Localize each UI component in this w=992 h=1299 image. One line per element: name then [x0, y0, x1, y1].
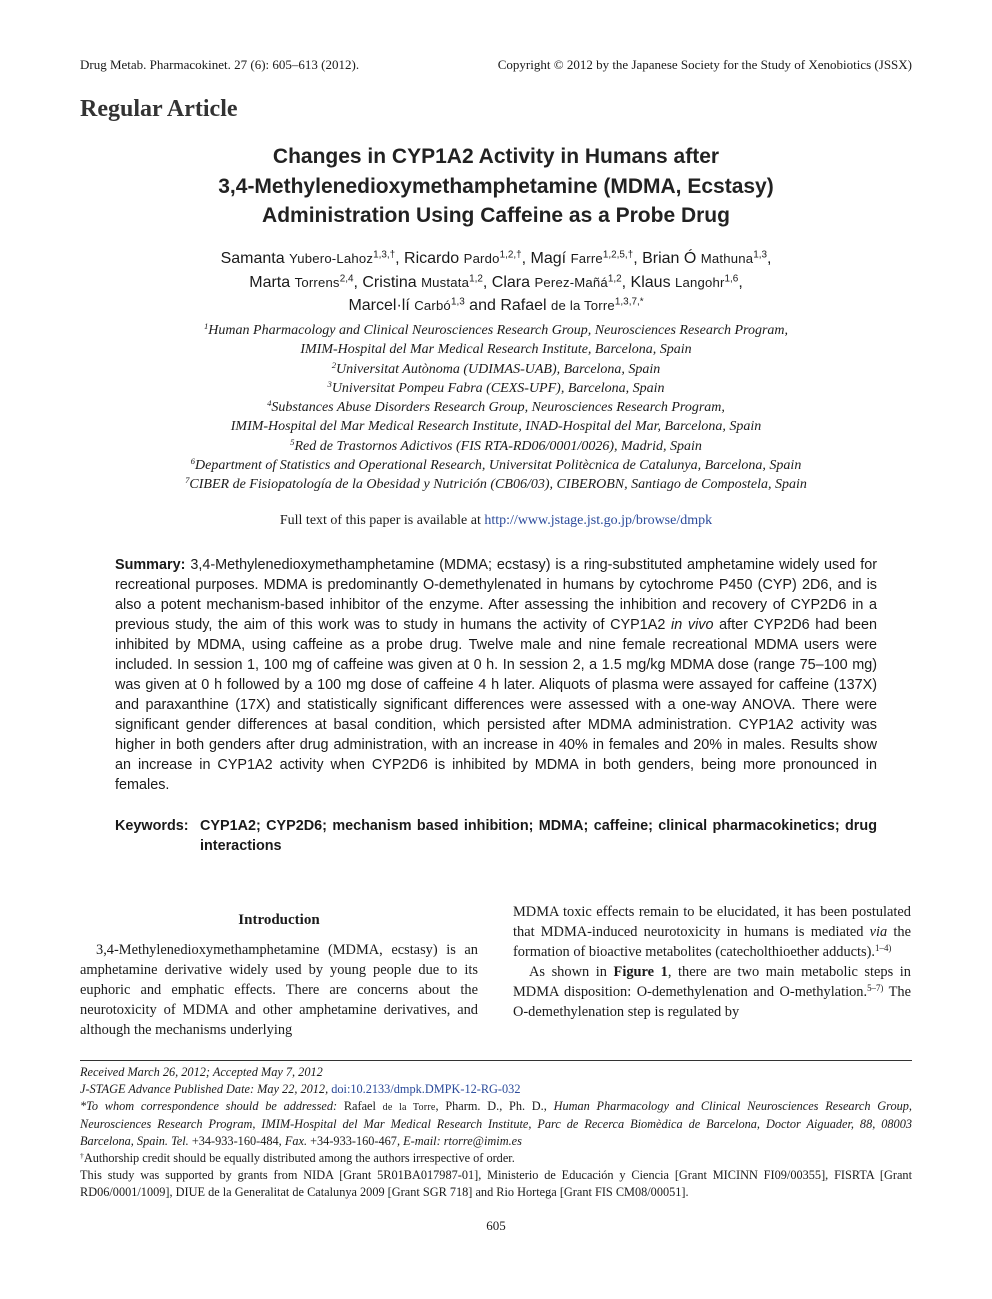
journal-citation: Drug Metab. Pharmacokinet. 27 (6): 605–613 (2012).: [80, 57, 360, 72]
affiliation: $^7$CIBER de Fisiopatología de la Obesidad y Nutrición (CB06/03), CIBEROBN, Santiago de Compostela, Spain: [185, 475, 807, 493]
author: Marta Torrens$^{2,4}$,: [249, 273, 363, 291]
affiliation: IMIM-Hospital del Mar Medical Research Institute, INAD-Hospital del Mar, Barcelona, Spain: [230, 419, 762, 435]
affiliation: $^2$Universitat Autònoma (UDIMAS-UAB), Barcelona, Spain: [331, 359, 661, 377]
affiliation: $^6$Department of Statistics and Operational Research, Universitat Politècnica de Catalunya, Barcelona, Spain: [190, 456, 802, 474]
author: Klaus Langohr$^{1,6}$,: [630, 273, 743, 291]
page-number: 605: [486, 1218, 506, 1233]
section-heading: Introduction: [238, 912, 320, 928]
affiliation-list: [80, 321, 912, 495]
summary-label: Summary:: [115, 557, 186, 573]
paragraph: MDMA toxic effects remain to be elucidated, it has been postulated that MDMA-induced neurotoxicity in humans is mediated via the formation of bioactive metabolites (catecholthioether adducts).$^{1-4)}$: [513, 904, 911, 960]
figure-ref[interactable]: Figure 1: [613, 964, 668, 980]
paragraph: 3,4-Methylenedioxymethamphetamine (MDMA, ecstasy) is an amphetamine derivative widely used by young people due to its euphoric and emphatic effects. There are concerns about the neurotoxicity of MDMA and other amphetamine derivatives, and although the mechanisms underlying: [80, 942, 478, 1038]
article-type-label: Regular Article: [80, 96, 238, 122]
title-line: Administration Using Caffeine as a Probe Drug: [262, 204, 730, 227]
author-line: [80, 294, 912, 318]
summary-abstract: Summary: 3,4-Methylenedioxymethamphetamine (MDMA; ecstasy) is a ring-substituted amphetamine widely used for recreational purposes. MDMA is predominantly O-demethylenated in humans by cytochrome P450 (CYP) 2D6, and is also a potent mechanism-based inhibitor of the enzyme. After assessing the inhibition and recovery of CYP2D6 in a previous study, the aim of this work was to study in humans the activity of CYP1A2 in vivo after CYP2D6 had been inhibited by MDMA, using caffeine as a probe drug. Twelve male and nine female recreational MDMA users were included. In session 1, 100 mg of caffeine was given at 0 h. In session 2, a 1.5 mg/kg MDMA dose (range 75–100 mg) was given at 0 h followed by a 100 mg dose of caffeine 4 h later. Aliquots of plasma were assayed for caffeine (137X) and paraxanthine (17X) and statistically significant differences were assessed with a one-way ANOVA. There were significant gender differences at basal condition, which persisted after MDMA administration. CYP1A2 activity was higher in both genders after drug administration, with an increase in 40% in females and 20% in males. Results show an increase in CYP1A2 activity when CYP2D6 is inhibited by MDMA in both genders, being more pronounced in females.: [115, 557, 877, 793]
correspondence: *To whom correspondence should be addressed: Rafael de la Torre, Pharm. D., Ph. D., Human Pharmacology and Clinical Neurosciences Research Group, Neurosciences Research Program, IMIM-Hospital del Mar Medical Research Institute, Parc de Recerca Biomèdica de Barcelona, Doctor Aiguader, 88, 08003 Barcelona, Spain. Tel. +34-933-160-484, Fax. +34-933-160-467, E-mail: rtorre@imim.es: [80, 1099, 912, 1148]
author: Magí Farre$^{1,2,5,\dagger}$,: [530, 249, 643, 267]
author-list: [80, 247, 912, 318]
paragraph: As shown in Figure 1, there are two main metabolic steps in MDMA disposition: O-demethylenation and O-methylation.$^{5-7)}$ The O-demethylenation step is regulated by: [513, 964, 911, 1020]
doi-link[interactable]: doi:10.2133/dmpk.DMPK-12-RG-032: [331, 1082, 521, 1096]
article-title: [80, 142, 912, 231]
affiliation: IMIM-Hospital del Mar Medical Research Institute, Barcelona, Spain: [300, 342, 692, 358]
footnotes: [80, 1064, 912, 1201]
author: Rafael de la Torre$^{1,3,7,*}$: [500, 296, 644, 314]
email-link[interactable]: rtorre@imim.es: [443, 1134, 522, 1148]
keywords-text: CYP1A2; CYP2D6; mechanism based inhibition; MDMA; caffeine; clinical pharmacokinetics; drug interactions: [200, 818, 877, 854]
author: Ricardo Pardo$^{1,2,\dagger}$,: [404, 249, 531, 267]
author: Cristina Mustata$^{1,2}$,: [362, 273, 492, 291]
authorship-note: †Authorship credit should be equally distributed among the authors irrespective of order.: [80, 1150, 515, 1165]
jstage-date: J-STAGE Advance Published Date: May 22, 2012, doi:10.2133/dmpk.DMPK-12-RG-032: [80, 1082, 521, 1096]
citation-ref[interactable]: 1–4): [875, 943, 892, 954]
author: Samanta Yubero-Lahoz$^{1,3,\dagger}$,: [220, 249, 405, 267]
author: Brian Ó Mathuna$^{1,3}$,: [642, 249, 772, 267]
affiliation: $^4$Substances Abuse Disorders Research Group, Neurosciences Research Program,: [267, 398, 725, 416]
copyright-notice: Copyright © 2012 by the Japanese Society for the Study of Xenobiotics (JSSX): [497, 57, 912, 72]
affiliation: $^1$Human Pharmacology and Clinical Neurosciences Research Group, Neurosciences Research Program,: [203, 321, 789, 338]
fulltext-availability: Full text of this paper is available at http://www.jstage.jst.go.jp/browse/dmpk: [279, 513, 713, 528]
body-column-left: [80, 902, 478, 1040]
fulltext-link[interactable]: http://www.jstage.jst.go.jp/browse/dmpk: [484, 513, 713, 528]
author-line: [80, 247, 912, 271]
affiliation: $^3$Universitat Pompeu Fabra (CEXS-UPF), Barcelona, Spain: [327, 379, 665, 396]
funding-note: This study was supported by grants from NIDA [Grant 5R01BA017987-01], Ministerio de Educación y Ciencia [Grant MICINN FI09/00355], FISRTA [Grant RD06/0001/1009], DIUE de la Generalitat de Catalunya 2009 [Grant SGR 718] and Rio Hortega [Grant FIS CM08/00051].: [80, 1168, 912, 1199]
received-dates: Received March 26, 2012; Accepted May 7, 2012: [80, 1065, 323, 1079]
footnote-divider: [80, 1060, 912, 1061]
title-line: Changes in CYP1A2 Activity in Humans after: [272, 145, 720, 168]
body-column-right: [513, 902, 911, 1022]
author-line: [80, 271, 912, 295]
title-line: 3,4-Methylenedioxymethamphetamine (MDMA, Ecstasy): [218, 174, 774, 198]
affiliation: $^5$Red de Trastornos Adictivos (FIS RTA-RD06/0001/0026), Madrid, Spain: [290, 437, 702, 454]
keywords-label: Keywords:: [115, 818, 189, 834]
author: Marcel·lí Carbó$^{1,3}$ and: [348, 296, 501, 314]
citation-ref[interactable]: 5–7): [867, 983, 884, 994]
keywords: [115, 816, 877, 856]
author: Clara Perez-Mañá$^{1,2}$,: [491, 273, 631, 291]
